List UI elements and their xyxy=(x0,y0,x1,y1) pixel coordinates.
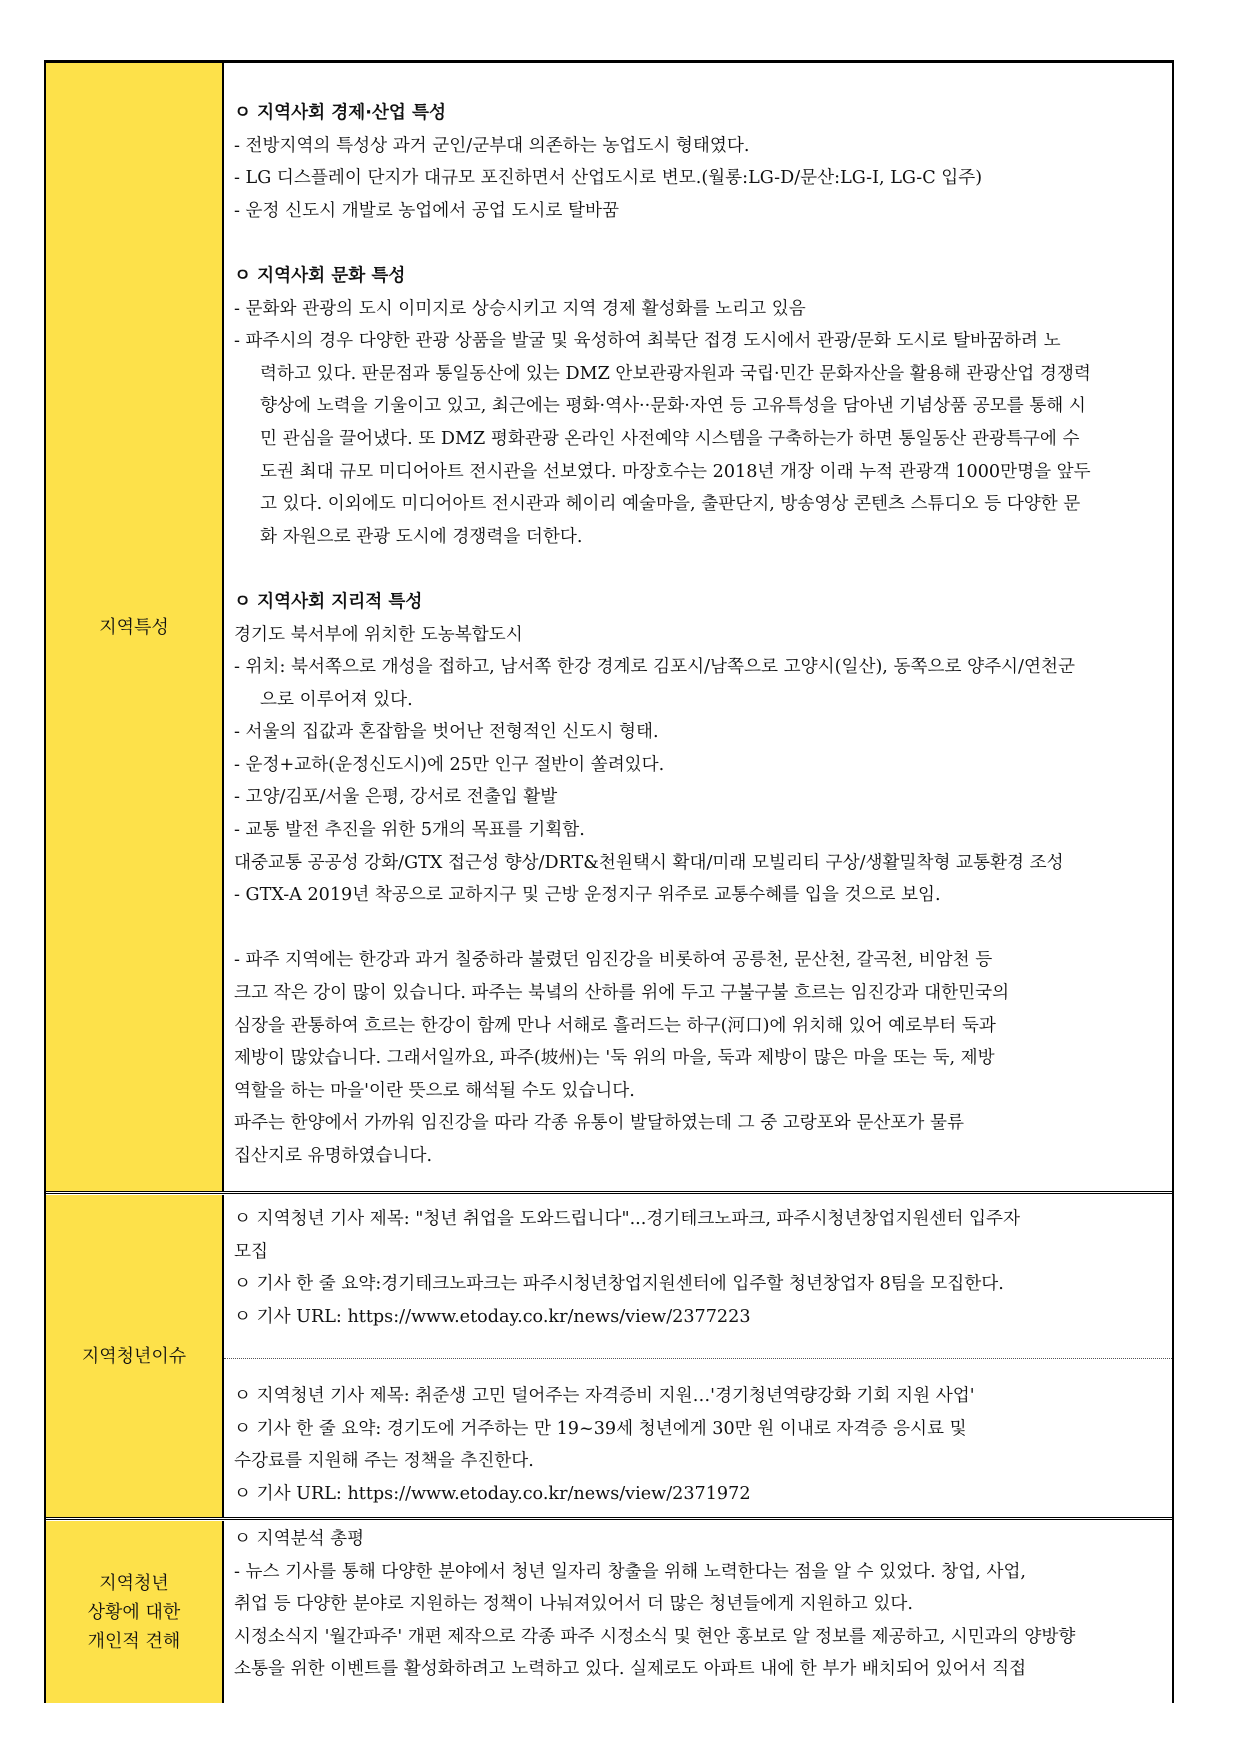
text-line: - 문화와 관광의 도시 이미지로 상승시키고 지역 경제 활성화를 노리고 있음 xyxy=(234,298,806,319)
text-line: 제방이 많았습니다. 그래서일까요, 파주(坡州)는 '둑 위의 마을, 둑과 제방이 많은 마을 또는 둑, 제방 xyxy=(234,1048,995,1069)
region-content xyxy=(224,63,1172,1191)
row-label-youth xyxy=(46,1195,224,1517)
text-line: - 서울의 집값과 혼잡함을 벗어난 전형적인 신도시 형태. xyxy=(234,722,659,743)
text-line: - 뉴스 기사를 통해 다양한 분야에서 청년 일자리 창출을 위해 노력한다는 점을 알 수 있었다. 창업, 사업, xyxy=(234,1561,1027,1582)
spacer xyxy=(234,912,1156,945)
text-line: 민 관심을 끌어냈다. 또 DMZ 평화관광 온라인 사전예약 시스템을 구축하는가 하면 통일동산 관광특구에 수 xyxy=(260,428,1080,449)
opinion-label-line: 개인적 견해 xyxy=(87,1630,181,1652)
text-line: - 고양/김포/서울 은평, 강서로 전출입 활발 xyxy=(234,787,558,808)
opinion-heading: ㅇ 지역분석 총평 xyxy=(234,1529,365,1549)
text-line: - 운정+교하(운정신도시)에 25만 인구 절반이 쏠려있다. xyxy=(234,754,665,775)
text-line: 소통을 위한 이벤트를 활성화하려고 노력하고 있다. 실제로도 아파트 내에 한 부가 배치되어 있어서 직접 xyxy=(234,1659,1027,1680)
text-line: - 운정 신도시 개발로 농업에서 공업 도시로 탈바꿈 xyxy=(234,200,620,221)
text-line: 크고 작은 강이 많이 있습니다. 파주는 북녘의 산하를 위에 두고 구불구불 흐르는 임진강과 대한민국의 xyxy=(234,983,1010,1004)
article-2-url[interactable]: ㅇ 기사 URL: https://www.etoday.co.kr/news/view/2371972 xyxy=(234,1483,751,1504)
row-divider xyxy=(46,1517,1172,1520)
youth-label: 지역청년이슈 xyxy=(81,1345,187,1367)
row-divider xyxy=(46,1191,1172,1194)
article-2-summary-cont: 수강료를 지원해 주는 정책을 추진한다. xyxy=(234,1451,534,1472)
text-line: 파주는 한양에서 가까워 임진강을 따라 각종 유통이 발달하였는데 그 중 고랑포와 문산포가 물류 xyxy=(234,1113,964,1134)
text-line: - 위치: 북서쪽으로 개성을 접하고, 남서쪽 한강 경계로 김포시/남쪽으로 고양시(일산), 동쪽으로 양주시/연천군 xyxy=(234,657,1075,678)
row-region xyxy=(46,63,1172,1191)
text-line: 시정소식지 '월간파주' 개편 제작으로 각종 파주 시정소식 및 현안 홍보로 알 정보를 제공하고, 시민과의 양방향 xyxy=(234,1626,1076,1647)
text-line: - 파주 지역에는 한강과 과거 칠중하라 불렸던 임진강을 비롯하여 공릉천, 문산천, 갈곡천, 비암천 등 xyxy=(234,950,993,971)
text-line: 대중교통 공공성 강화/GTX 접근성 향상/DRT&천원택시 확대/미래 모빌리티 구상/생활밀착형 교통환경 조성 xyxy=(234,852,1064,873)
text-line: 고 있다. 이외에도 미디어아트 전시관과 헤이리 예술마을, 출판단지, 방송영상 콘텐츠 스튜디오 등 다양한 문 xyxy=(260,494,1081,515)
text-line: 향상에 노력을 기울이고 있고, 최근에는 평화·역사··문화·자연 등 고유특성을 담아낸 기념상품 공모를 통해 시 xyxy=(260,396,1086,417)
text-line: 력하고 있다. 판문점과 통일동산에 있는 DMZ 안보관광자원과 국립·민간 문화자산을 활용해 관광산업 경쟁력 xyxy=(260,363,1091,384)
text-line: - LG 디스플레이 단지가 대규모 포진하면서 산업도시로 변모.(월롱:LG-D/문산:LG-I, LG-C 입주) xyxy=(234,168,983,189)
row-label-opinion xyxy=(46,1521,224,1703)
text-line: 역할을 하는 마을'이란 뜻으로 해석될 수도 있습니다. xyxy=(234,1080,635,1101)
opinion-label-line: 상황에 대한 xyxy=(87,1601,181,1623)
row-label-region xyxy=(46,63,224,1191)
article-2-title: ㅇ 지역청년 기사 제목: 취준생 고민 덜어주는 자격증비 지원…'경기청년역량강화 기회 지원 사업' xyxy=(234,1386,975,1406)
heading-economy: ㅇ 지역사회 경제·산업 특성 xyxy=(234,103,447,123)
opinion-label-line: 지역청년 xyxy=(99,1572,169,1594)
text-line: - GTX-A 2019년 착공으로 교하지구 및 근방 운정지구 위주로 교통수혜를 입을 것으로 보임. xyxy=(234,885,941,906)
text-line: - 교통 발전 추진을 위한 5개의 목표를 기획함. xyxy=(234,820,585,841)
row-opinion xyxy=(46,1521,1172,1703)
heading-geography: ㅇ 지역사회 지리적 특성 xyxy=(234,591,423,612)
text-line: 경기도 북서부에 위치한 도농복합도시 xyxy=(234,624,523,645)
text-line: 도권 최대 규모 미디어아트 전시관을 선보였다. 마장호수는 2018년 개장 이래 누적 관광객 1000만명을 앞두 xyxy=(260,461,1091,482)
region-label: 지역특성 xyxy=(99,616,169,638)
heading-culture: ㅇ 지역사회 문화 특성 xyxy=(234,265,406,286)
article-1-title-cont: 모집 xyxy=(234,1241,268,1262)
text-line: 으로 이루어져 있다. xyxy=(260,689,413,710)
text-line: 화 자원으로 관광 도시에 경쟁력을 더한다. xyxy=(260,526,583,547)
spacer xyxy=(234,553,1156,586)
row-youth xyxy=(46,1195,1172,1517)
article-divider xyxy=(224,1358,1172,1359)
text-line: - 파주시의 경우 다양한 관광 상품을 발굴 및 육성하여 최북단 접경 도시에서 관광/문화 도시로 탈바꿈하려 노 xyxy=(234,331,1061,352)
text-line: 취업 등 다양한 분야로 지원하는 정책이 나눠져있어서 더 많은 청년들에게 지원하고 있다. xyxy=(234,1594,913,1615)
article-1-url[interactable]: ㅇ 기사 URL: https://www.etoday.co.kr/news/view/2377223 xyxy=(234,1306,751,1327)
article-1-summary: ㅇ 기사 한 줄 요약:경기테크노파크는 파주시청년창업지원센터에 입주할 청년창업자 8팀을 모집한다. xyxy=(234,1274,1004,1295)
article-1-title: ㅇ 지역청년 기사 제목: "청년 취업을 도와드립니다"...경기테크노파크, 파주시청년창업지원센터 입주자 xyxy=(234,1209,1021,1229)
spacer xyxy=(234,227,1156,260)
opinion-content xyxy=(224,1521,1172,1703)
analysis-table xyxy=(44,60,1174,1703)
youth-content xyxy=(224,1195,1172,1517)
text-line: - 전방지역의 특성상 과거 군인/군부대 의존하는 농업도시 형태였다. xyxy=(234,135,750,156)
text-line: 심장을 관통하여 흐르는 한강이 함께 만나 서해로 흘러드는 하구(河口)에 위치해 있어 예로부터 둑과 xyxy=(234,1015,996,1036)
article-2-summary: ㅇ 기사 한 줄 요약: 경기도에 거주하는 만 19~39세 청년에게 30만 원 이내로 자격증 응시료 및 xyxy=(234,1418,967,1439)
text-line: 집산지로 유명하였습니다. xyxy=(234,1146,433,1166)
